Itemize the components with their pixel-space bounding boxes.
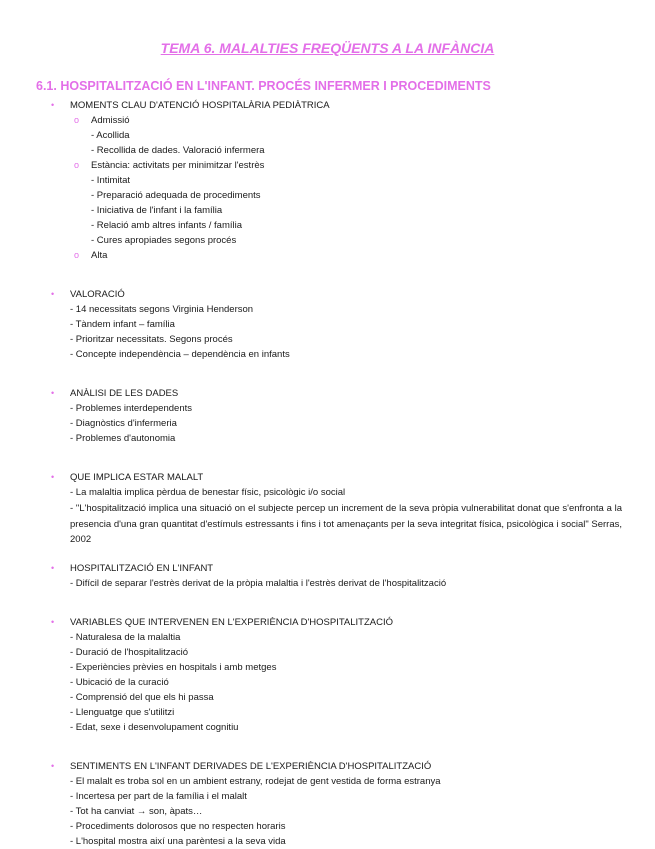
alta-label: Alta [91,250,108,261]
valoracio-section [0,287,655,362]
list-item: - Problemes d'autonomia [70,433,176,444]
quote-paragraph: - "L'hospitalització implica una situació on el subjecte percep un increment de la seva pròpia vulnerabilitat donat que s'enfronta a la presencia d'una gran quantitat d'estímuls estressants i fins i tot amenaçants per la seva integritat física, psicològica i social" Serras, 2002 [70,503,622,545]
list-item: - Ubicació de la curació [70,677,169,688]
list-item: - Procediments dolorosos que no respecten horaris [70,821,286,832]
bullet-icon: • [51,388,55,398]
list-item: - Preparació adequada de procediments [91,190,261,201]
estancia-label: Estància: activitats per minimitzar l'estrès [91,160,265,171]
list-item: - 14 necessitats segons Virginia Henderson [70,304,254,315]
section-title: 6.1. HOSPITALITZACIÓ EN L'INFANT. PROCÉS INFERMER I PROCEDIMENTS [36,79,491,93]
page-title: TEMA 6. MALALTIES FREQÜENTS A LA INFÀNCIA [160,40,495,56]
list-item: - L'hospital mostra així una parèntesi a la seva vida [70,836,286,847]
malalt-heading: QUE IMPLICA ESTAR MALALT [70,472,204,483]
admissio-label: Admissió [91,115,130,126]
bullet-icon: • [51,100,55,110]
ring-bullet-icon: o [74,250,80,260]
sentiments-section [0,759,655,849]
list-item: - Iniciativa de l'infant i la família [91,205,223,216]
list-item: - Comprensió del que els hi passa [70,692,214,703]
variables-section [0,615,655,735]
valoracio-heading: VALORACIÓ [70,289,125,300]
moments-heading: MOMENTS CLAU D'ATENCIÓ HOSPITALÀRIA PEDIÀTRICA [70,100,330,111]
malalt-section [0,470,655,548]
bullet-icon: • [51,472,55,482]
document-body [0,98,655,849]
list-item: - Experiències prèvies en hospitals i amb metges [70,662,277,673]
bullet-icon: • [51,289,55,299]
list-item: - Tàndem infant – família [70,319,175,330]
list-item: - Problemes interdependents [70,403,192,414]
list-item: - Recollida de dades. Valoració infermera [91,145,265,156]
list-item: - Cures apropiades segons procés [91,235,237,246]
list-item: - La malaltia implica pèrdua de benestar físic, psicològic i/o social [70,487,346,498]
list-item: - Duració de l'hospitalització [70,647,188,658]
hospitalitzacio-section [0,561,655,591]
bullet-icon: • [51,563,55,573]
list-item: - Difícil de separar l'estrès derivat de la pròpia malaltia i l'estrès derivat de l'hospitalització [70,578,447,589]
ring-bullet-icon: o [74,115,80,125]
list-item: - Prioritzar necessitats. Segons procés [70,334,233,345]
list-item: - Intimitat [91,175,131,186]
list-item: - Concepte independència – dependència en infants [70,349,290,360]
bullet-icon: • [51,761,55,771]
list-item: - Diagnòstics d'infermeria [70,418,177,429]
list-item: - El malalt es troba sol en un ambient estrany, rodejat de gent vestida de forma estranya [70,776,441,787]
list-item: - Edat, sexe i desenvolupament cognitiu [70,722,239,733]
ring-bullet-icon: o [74,160,80,170]
bullet-icon: • [51,617,55,627]
analisi-heading: ANÀLISI DE LES DADES [70,388,179,399]
hospitalitzacio-heading: HOSPITALITZACIÓ EN L'INFANT [70,563,214,574]
list-item: - Relació amb altres infants / família [91,220,243,231]
list-item: - Llenguatge que s'utilitzi [70,707,175,718]
list-item: - Acollida [91,130,130,141]
analisi-section [0,386,655,446]
list-item: - Tot ha canviat → son, àpats… [70,806,203,817]
variables-heading: VARIABLES QUE INTERVENEN EN L'EXPERIÈNCIA D'HOSPITALITZACIÓ [70,617,394,628]
list-item: - Naturalesa de la malaltia [70,632,181,643]
sentiments-heading: SENTIMENTS EN L'INFANT DERIVADES DE L'EXPERIÈNCIA D'HOSPITALITZACIÓ [70,761,432,772]
list-item: - Incertesa per part de la família i el malalt [70,791,247,802]
moments-section [0,98,655,263]
